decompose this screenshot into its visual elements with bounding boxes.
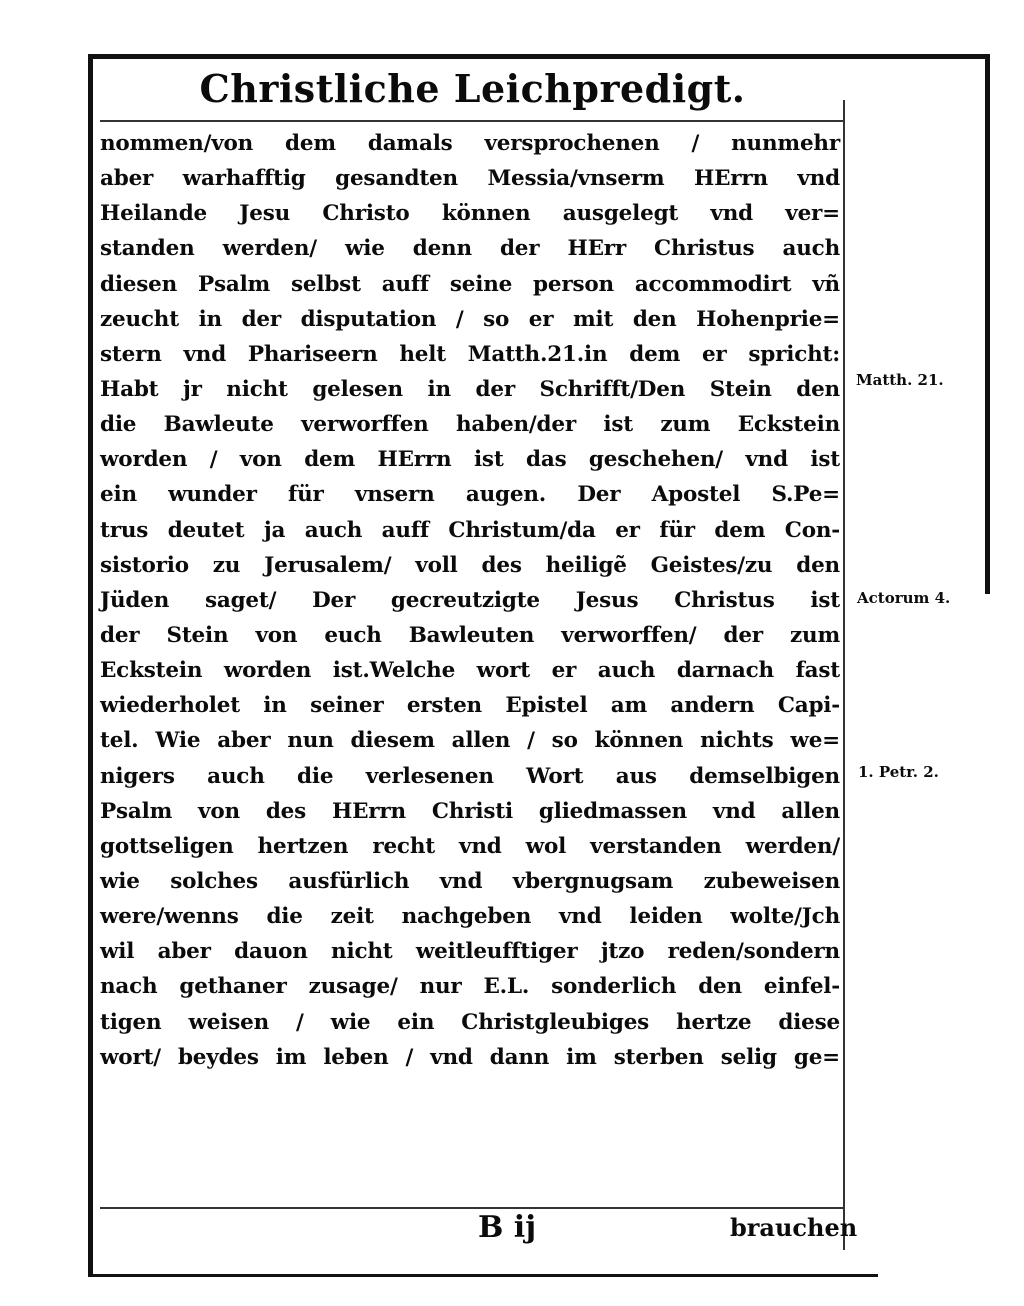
text-line: Jüden saget/ Der gecreutzigte Jesus Christus ist bbox=[100, 587, 840, 613]
body-text bbox=[100, 126, 840, 1075]
text-line: gottseligen hertzen recht vnd wol verstanden werden/ bbox=[100, 833, 840, 859]
text-line: wort/ beydes im leben / vnd dann im sterben selig ge= bbox=[100, 1044, 840, 1070]
text-line: tel. Wie aber nun diesem allen / so können nichts we= bbox=[100, 728, 840, 754]
text-line: trus deutet ja auch auff Christum/da er für dem Con- bbox=[100, 517, 840, 543]
text-line: stern vnd Phariseern helt Matth.21.in dem er spricht: bbox=[100, 341, 840, 367]
text-line: sistorio zu Jerusalem/ voll des heiligẽ Geistes/zu den bbox=[100, 552, 840, 578]
text-line: diesen Psalm selbst auff seine person accommodirt vñ bbox=[100, 271, 840, 297]
text-line: were/wenns die zeit nachgeben vnd leiden wolte/Jch bbox=[100, 904, 840, 930]
text-line: nommen/von dem damals versprochenen / nunmehr bbox=[100, 131, 840, 156]
text-line: standen werden/ wie denn der HErr Christus auch bbox=[100, 236, 840, 262]
frame-right-border bbox=[985, 54, 990, 594]
frame-bottom-border bbox=[88, 1274, 878, 1277]
catchword: brauchen bbox=[730, 1213, 858, 1242]
text-line: aber warhafftig gesandten Messia/vnserm HErrn vnd bbox=[100, 166, 840, 192]
text-line: Psalm von des HErrn Christi gliedmassen vnd allen bbox=[100, 798, 840, 824]
text-line: wie solches ausfürlich vnd vbergnugsam zubeweisen bbox=[100, 868, 840, 894]
frame-left-border bbox=[88, 54, 93, 1276]
header-rule bbox=[100, 120, 845, 122]
text-line: nach gethaner zusage/ nur E.L. sonderlich den einfel- bbox=[100, 974, 840, 1000]
page-title: Christliche Leichpredigt. bbox=[199, 66, 746, 111]
margin-note-acts: Actorum 4. bbox=[857, 589, 951, 607]
signature-mark: B ij bbox=[478, 1210, 537, 1245]
text-line: Eckstein worden ist.Welche wort er auch darnach fast bbox=[100, 658, 840, 684]
text-line: Heilande Jesu Christo können ausgelegt vnd ver= bbox=[100, 201, 840, 227]
text-line: worden / von dem HErrn ist das geschehen/ vnd ist bbox=[100, 447, 840, 473]
frame-top-border bbox=[90, 54, 988, 59]
text-line: die Bawleute verworffen haben/der ist zum Eckstein bbox=[100, 412, 840, 438]
text-line: der Stein von euch Bawleuten verworffen/ der zum bbox=[100, 622, 840, 648]
text-line: ein wunder für vnsern augen. Der Apostel S.Pe= bbox=[100, 482, 840, 508]
text-line: nigers auch die verlesenen Wort aus demselbigen bbox=[100, 763, 840, 789]
margin-note-peter: 1. Petr. 2. bbox=[858, 763, 939, 781]
text-line: wil aber dauon nicht weitleufftiger jtzo reden/sondern bbox=[100, 939, 840, 965]
text-line: Habt jr nicht gelesen in der Schrifft/Den Stein den bbox=[100, 376, 840, 402]
text-line: zeucht in der disputation / so er mit den Hohenprie= bbox=[100, 306, 840, 332]
text-line: tigen weisen / wie ein Christgleubiges hertze diese bbox=[100, 1009, 840, 1035]
margin-column-rule bbox=[843, 100, 845, 1250]
margin-note-matthew: Matth. 21. bbox=[856, 371, 944, 389]
text-line: wiederholet in seiner ersten Epistel am andern Capi- bbox=[100, 693, 840, 719]
